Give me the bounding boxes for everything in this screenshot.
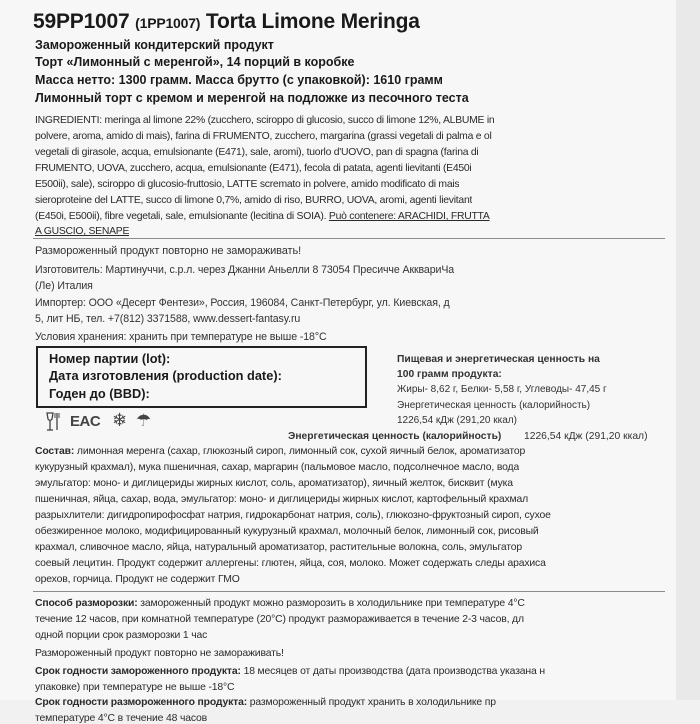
nutrition-subtitle: 100 грамм продукта: [397, 369, 502, 380]
nutrition-title: Пищевая и энергетическая ценность на [397, 354, 600, 365]
lot-label: Номер партии (lot): [49, 351, 171, 366]
composition-line: кукурузный крахмал), мука пшеничная, сахар, маргарин (пальмовое масло, подсолнечное масло, вода [35, 462, 520, 473]
shelf-life-frozen-cont: упаковке) при температуре не выше -18°С [35, 682, 235, 693]
importer-line: 5, лит НБ, тел. +7(812) 3371588, www.dessert-fantasy.ru [35, 313, 301, 325]
divider [33, 591, 665, 592]
composition-line: соевый лецитин. Продукт содержит аллергены: глютен, яйца, соя, молоко. Может содержать следы арахиса [35, 558, 546, 569]
energy-label: Энергетическая ценность (калорийность) [397, 400, 591, 411]
ingredients-line: E500ii), sale), sciroppo di glucosio-fruttosio, LATTE scremato in polvere, amido modificato di mais [35, 179, 460, 190]
ingredients-line-text: (E450i, E500ii), fibre vegetali, sale, emulsionante (lecitina di SOIA). [35, 211, 327, 222]
refreeze-warning-2: Размороженный продукт повторно не замораживать! [35, 648, 284, 659]
ingredients-line: sieroproteine del LATTE, succo di limone 0,7%, amido di riso, BURRO, UOVA, aromi, agenti lievitant [35, 195, 473, 206]
divider [33, 238, 665, 239]
product-code: 59PP1007 [33, 10, 130, 33]
ingredients-line: INGREDIENTI: meringa al limone 22% (zucchero, sciroppo di glucosio, succo di limone 12%, ALBUME in [35, 115, 495, 126]
shelf-life-frozen: Срок годности замороженного продукта: 18 месяцев от даты производства (дата производства указана н [35, 666, 545, 677]
defrost-line: одной порции срок разморозки 1 час [35, 630, 208, 641]
composition-line: Состав: лимонная меренга (сахар, глюкозный сироп, лимонный сок, сухой яичный белок, ароматизатор [35, 446, 526, 457]
composition-line: обезжиренное молоко, модифицированный кукурузный крахмал, молочный белок, лимонный сок, рисовый [35, 526, 539, 537]
nutrition-values: Жиры- 8,62 г, Белки- 5,58 г, Углеводы- 47,45 г [397, 384, 607, 395]
composition-line: эмульгатор: моно- и диглицериды жирных кислот, соль, ароматизатор), яичный желток, бисквит (мука [35, 478, 513, 489]
page-edge [676, 0, 700, 700]
line-label: Срок годности размороженного продукта: [35, 697, 248, 708]
header-line: Лимонный торт с кремом и меренгой на подложке из песочного теста [35, 91, 469, 105]
ingredients-line: vegetali di girasole, acqua, emulsionante (E471), sale, aromi), tuorlo d'UOVO, pan di spagna (farina di [35, 147, 479, 158]
refreeze-warning: Размороженный продукт повторно не замораживать! [35, 245, 302, 257]
composition-line: пшеничная, яйца, сахар, вода, эмульгатор: моно- и диглицериды жирных кислот, картофельный крахмал [35, 494, 529, 505]
may-contain-continued: A GUSCIO, SENAPE [35, 226, 130, 237]
defrost-line: течение 12 часов, при комнатной температуре (20°С) продукт размораживается в течение 2-3 часов, дл [35, 614, 524, 625]
line-label: Состав: [35, 446, 75, 457]
energy-full-label: Энергетическая ценность (калорийность) [288, 431, 502, 442]
eac-mark-icon: EAC [70, 413, 101, 430]
importer-line: Импортер: ООО «Десерт Фентези», Россия, 196084, Санкт-Петербург, ул. Киевская, д [35, 297, 450, 309]
storage-conditions: Условия хранения: хранить при температуре не выше -18°С [35, 331, 327, 343]
manufacturer-line: (Ле) Италия [35, 280, 93, 292]
composition-line: орехов, горчица. Продукт не содержит ГМО [35, 574, 240, 585]
shelf-life-defrosted: Срок годности размороженного продукта: размороженный продукт хранить в холодильнике пр [35, 697, 496, 708]
defrost-line: Способ разморозки: замороженный продукт можно разморозить в холодильнике при температуре 4°С [35, 598, 525, 609]
bbd-label: Годен до (BBD): [49, 386, 150, 401]
wine-glass-fork-icon [42, 411, 64, 436]
ingredients-line: polvere, aroma, amido di mais), farina di FRUMENTO, zucchero, margarina (grassi vegetali di palma e ol [35, 131, 492, 142]
energy-value: 1226,54 кДж (291,20 ккал) [397, 415, 517, 426]
header-line: Масса нетто: 1300 грамм. Масса брутто (с упаковкой): 1610 грамм [35, 73, 443, 87]
header-line: Замороженный кондитерский продукт [35, 38, 274, 52]
snowflake-icon: ❄ [112, 410, 128, 430]
manufacturer-line: Изготовитель: Мартинуччи, с.р.л. через Джанни Аньелли 8 73054 Пресичче АкквариЧа [35, 264, 455, 276]
product-title [33, 10, 420, 34]
ingredients-line [35, 211, 490, 222]
line-label: Способ разморозки: [35, 598, 138, 609]
may-contain-text: Può contenere: ARACHIDI, FRUTTA [328, 211, 490, 222]
shelf-life-defrosted-cont: температуре 4°С в течение 48 часов [35, 713, 208, 724]
energy-full-value: 1226,54 кДж (291,20 ккал) [524, 431, 648, 442]
production-date-label: Дата изготовления (production date): [49, 368, 282, 383]
umbrella-icon: ☂ [136, 411, 152, 430]
product-code-secondary: (1PP1007) [135, 15, 201, 31]
header-line: Торт «Лимонный с меренгой», 14 порций в коробке [35, 55, 355, 69]
composition-line: крахмал, сливочное масло, яйца, натуральный ароматизатор, растительные волокна, соль, эмульгатор [35, 542, 523, 553]
composition-line: разрыхлители: дигидропирофосфат натрия, гидрокарбонат натрия, соль), глюкозно-фруктозный сироп, сухое [35, 510, 551, 521]
ingredients-line: FRUMENTO, UOVA, zucchero, acqua, emulsionante (E471), fecola di patata, agenti lievitanti (E450i [35, 163, 472, 174]
product-name: Torta Limone Meringa [205, 10, 420, 33]
line-label: Срок годности замороженного продукта: [35, 666, 241, 677]
